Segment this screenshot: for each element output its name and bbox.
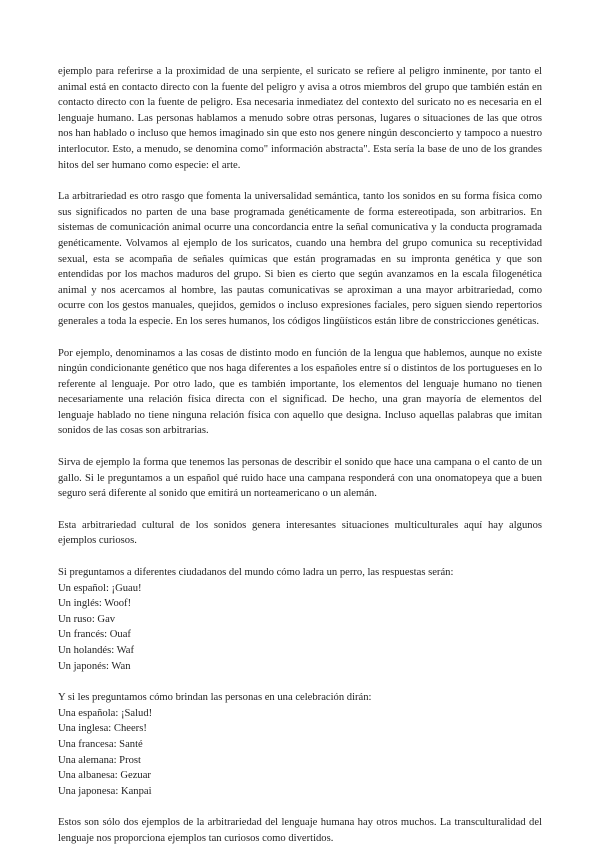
dog-list-intro: Si preguntamos a diferentes ciudadanos del mundo cómo ladra un perro, las respuestas serán: — [58, 567, 454, 579]
list-item: Un francés: Ouaf — [58, 629, 131, 641]
toast-list — [58, 706, 542, 800]
list-item: Una alemana: Prost — [58, 754, 141, 766]
list-item: Un holandés: Waf — [58, 645, 135, 656]
paragraph-por-ejemplo: Por ejemplo, denominamos a las cosas de distinto modo en función de la lengua que hablemos, aunque no existe ningún condicionante genético que nos haga diferentes a los españoles entre sí o distintos de los portugueses en lo referente al lenguaje. Por otro lado, que es también importante, los elementos del lenguaje humano no tienen necesariamente una relación física directa con el significad. De hecho, una gran mayoría de elementos del lenguaje hablado no tiene ninguna relación física con aquello que designa. Incluso aquellas palabras que imitan sonidos de las cosas son arbitrarias. — [58, 347, 542, 437]
dog-bark-list — [58, 581, 542, 675]
paragraph-suricato-context: ejemplo para referirse a la proximidad de una serpiente, el suricato se refiere al peligro inminente, por tanto el animal está en contacto directo con la fuente del peligro y avisa a otros miembros del grupo que también están en contacto directo con la fuente de peligro. Esa necesaria inmediatez del contexto del suricato no es necesaria en el lenguaje humano. Las personas hablamos a menudo sobre otras personas, lugares o situaciones de las que otros nos han hablado o incluso que hemos imaginado sin que esto nos genere ningún desconcierto y tampoco a nuestro interlocutor. Esto, a menudo, se denomina como" información abstracta". Esta sería la base de uno de los grandes hitos del ser humano como especie: el arte. — [58, 66, 542, 171]
list-item: Una inglesa: Cheers! — [58, 723, 147, 735]
paragraph-arbitrariedad-cultural: Esta arbitrariedad cultural de los sonidos genera interesantes situaciones multiculturales aquí hay algunos ejemplos curiosos. — [58, 519, 542, 547]
list-item: Un japonés: Wan — [58, 660, 131, 672]
list-item: Una francesa: Santé — [58, 738, 143, 750]
paragraph-closing: Estos son sólo dos ejemplos de la arbitrariedad del lenguaje humana hay otros muchos. La transculturalidad del lenguaje nos proporciona ejemplos tan curiosos como divertidos. — [58, 817, 542, 844]
paragraph-arbitrariedad: La arbitrariedad es otro rasgo que fomenta la universalidad semántica, tanto los sonidos en su forma física como sus significados no parten de una base programada genéticamente de forma estereotipada, son arbitrarios. En sistemas de comunicación animal ocurre una concordancia entre la señal comunicativa y la conducta programada genéticamente. Volvamos al ejemplo de los suricatos, cuando una hembra del grupo comunica su receptividad sexual, esta se acompaña de señales químicas que están programadas en su impronta genética y que son entendidas por los machos maduros del grupo. Si bien es cierto que según avanzamos en la escala filogenética animal y nos acercamos al hombre, las pautas comunicativas se aproximan a una mayor arbitrariedad, como ocurre con los gestos manuales, quejidos, gemidos o incluso expresiones faciales, pero siguen siendo repertorios generales a toda la especie. En los seres humanos, los códigos lingüísticos están libre de constricciones genéticas. — [58, 191, 542, 327]
list-item: Un español: ¡Guau! — [58, 582, 142, 594]
list-item: Una española: ¡Salud! — [58, 707, 153, 719]
toast-list-intro: Y si les preguntamos cómo brindan las personas en una celebración dirán: — [58, 692, 372, 704]
list-item: Una japonesa: Kanpai — [58, 785, 152, 797]
list-item: Un inglés: Woof! — [58, 598, 132, 610]
list-item: Un ruso: Gav — [58, 613, 116, 625]
paragraph-sirva-de-ejemplo: Sirva de ejemplo la forma que tenemos las personas de describir el sonido que hace una campana o el canto de un gallo. Si le preguntamos a un español qué ruido hace una campana responderá con una onomatopeya que a buen seguro será diferente al sonido que emitirá un norteamericano o un alemán. — [58, 457, 542, 500]
list-item: Una albanesa: Gezuar — [58, 770, 151, 782]
